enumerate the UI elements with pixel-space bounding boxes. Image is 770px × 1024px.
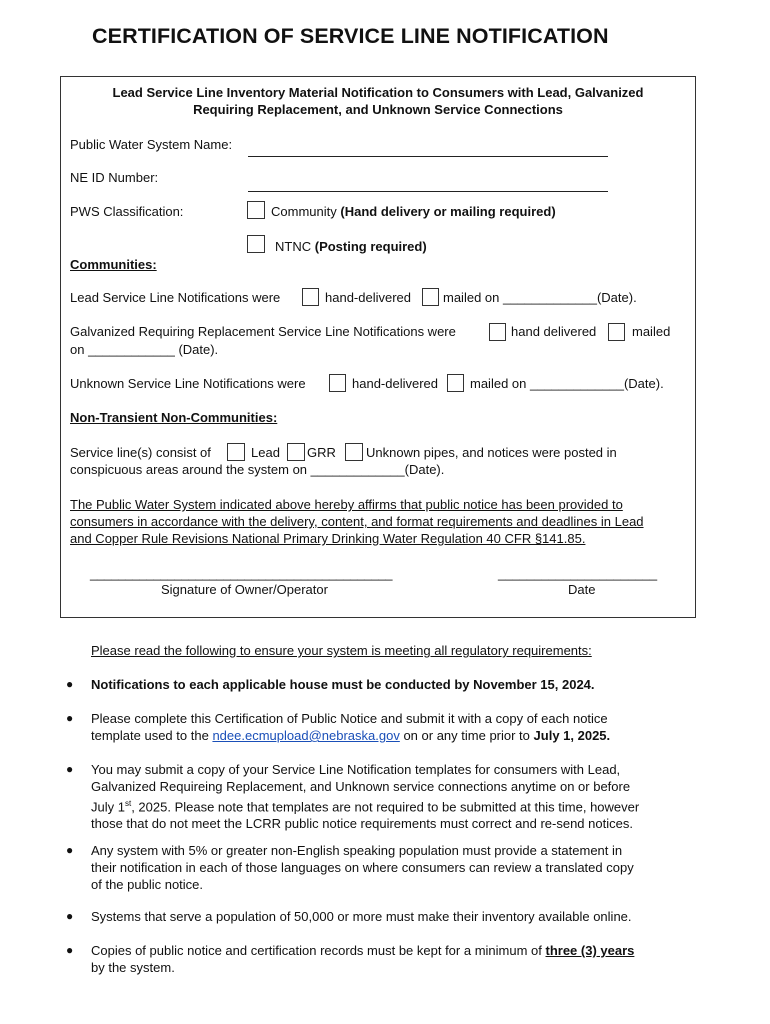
bullet-templates-line3-pre: July 1 (91, 799, 125, 815)
bullet-records (91, 942, 691, 976)
lead-hand-delivered-label: hand-delivered (325, 290, 412, 305)
email-link[interactable]: ndee.ecmupload@nebraska.gov (212, 728, 400, 743)
retention-period: three (3) years (545, 943, 635, 958)
unknown-pipes-checkbox[interactable] (345, 443, 363, 461)
bullet-templates (91, 761, 691, 832)
community-option (271, 204, 556, 220)
bullet-language-line1: Any system with 5% or greater non-English speaking population must provide a statement in (91, 843, 623, 858)
bullet-inventory-online: Systems that serve a population of 50,000 or more must make their inventory available online. (91, 909, 632, 924)
galvanized-hand-delivered-checkbox[interactable] (489, 323, 506, 341)
galvanized-date-line: on ____________ (Date). (70, 342, 219, 357)
bullet-templates-line3-post: , 2025. Please note that templates are not required to be submitted at this time, however (131, 799, 640, 815)
galvanized-hand-delivered-label: hand delivered (511, 324, 597, 339)
submit-deadline-date: July 1, 2025. (533, 728, 611, 743)
date-label: Date (568, 582, 596, 597)
communities-heading: Communities: (70, 257, 157, 272)
bullet-templates-line1: You may submit a copy of your Service Line Notification templates for consumers with Lead, (91, 762, 621, 777)
bullet-submit-line2-mid: on or any time prior to (403, 728, 530, 743)
bullet-dot: ● (66, 843, 74, 857)
grr-pipes-checkbox[interactable] (287, 443, 305, 461)
bullet-language-line2: their notification in each of those languages on where consumers can review a translated copy (91, 860, 634, 875)
date-line[interactable]: ______________________ (498, 566, 658, 581)
bullet-records-line2: by the system. (91, 960, 175, 975)
posting-date-line: conspicuous areas around the system on _____________(Date). (70, 462, 445, 477)
affirmation-line3: and Copper Rule Revisions National Primary Drinking Water Regulation 40 CFR §141.85. (70, 531, 586, 546)
lead-hand-delivered-checkbox[interactable] (302, 288, 319, 306)
ntnc-option (275, 239, 427, 255)
lead-pipes-checkbox[interactable] (227, 443, 245, 461)
lead-mailed-checkbox[interactable] (422, 288, 439, 306)
signature-line[interactable]: ___________________________________________ (90, 566, 393, 581)
page-title: CERTIFICATION OF SERVICE LINE NOTIFICATION (92, 24, 609, 48)
galvanized-mailed-checkbox[interactable] (608, 323, 625, 341)
bullet-records-line1 (91, 942, 691, 959)
bullet-language-line3: of the public notice. (91, 877, 204, 892)
form-heading-line2: Requiring Replacement, and Unknown Service Connections (193, 102, 563, 117)
bullet-templates-line3 (91, 795, 691, 815)
community-note: (Hand delivery or mailing required) (340, 204, 556, 219)
instructions-intro: Please read the following to ensure your system is meeting all regulatory requirements: (91, 643, 592, 658)
form-heading (60, 84, 696, 118)
community-checkbox[interactable] (247, 201, 265, 219)
bullet-records-pre: Copies of public notice and certification records must be kept for a minimum of (91, 943, 542, 958)
form-heading-line1: Lead Service Line Inventory Material Notification to Consumers with Lead, Galvanized (112, 85, 644, 100)
bullet-dot: ● (66, 711, 74, 725)
superscript-st: st (124, 799, 132, 808)
bullet-submit-line1: Please complete this Certification of Public Notice and submit it with a copy of each notice (91, 711, 608, 726)
unknown-mailed-label: mailed on _____________(Date). (470, 376, 664, 391)
unknown-hand-delivered-label: hand-delivered (352, 376, 439, 391)
lead-pipes-label: Lead (251, 445, 280, 460)
unknown-pipes-label: Unknown pipes, and notices were posted in (366, 445, 617, 460)
galvanized-notifications-label: Galvanized Requiring Replacement Service Line Notifications were (70, 324, 456, 339)
lead-mailed-label: mailed on _____________(Date). (443, 290, 637, 305)
bullet-language (91, 842, 691, 893)
service-line-label: Service line(s) consist of (70, 445, 211, 460)
galvanized-mailed-label: mailed (632, 324, 671, 339)
ne-id-field[interactable] (248, 191, 608, 192)
bullet-dot: ● (66, 909, 74, 923)
affirmation-line2: consumers in accordance with the delivery, content, and format requirements and deadlines in Lead (70, 514, 644, 529)
community-label: Community (271, 204, 337, 219)
ntnc-label: NTNC (275, 239, 312, 254)
ntnc-checkbox[interactable] (247, 235, 265, 253)
bullet-submit-line2-pre: template used to the (91, 728, 209, 743)
affirmation-line1: The Public Water System indicated above hereby affirms that public notice has been provided to (70, 497, 623, 512)
lead-notifications-label: Lead Service Line Notifications were (70, 290, 281, 305)
unknown-notifications-label: Unknown Service Line Notifications were (70, 376, 306, 391)
bullet-submit-certification (91, 710, 691, 744)
bullet-templates-line2: Galvanized Requireing Replacement, and Unknown service connections anytime on or before (91, 779, 631, 794)
grr-pipes-label: GRR (307, 445, 336, 460)
bullet-templates-line4: those that do not meet the LCRR public notice requirements must correct and re-send notices. (91, 816, 633, 832)
ntnc-heading: Non-Transient Non-Communities: (70, 410, 278, 425)
ne-id-label: NE ID Number: (70, 170, 159, 185)
ntnc-note: (Posting required) (314, 239, 427, 254)
pws-classification-label: PWS Classification: (70, 204, 184, 219)
signature-label: Signature of Owner/Operator (161, 582, 328, 597)
bullet-deadline: Notifications to each applicable house must be conducted by November 15, 2024. (91, 677, 595, 692)
affirmation-text (70, 496, 690, 547)
bullet-dot: ● (66, 943, 74, 957)
bullet-submit-line2 (91, 727, 691, 744)
pws-name-label: Public Water System Name: (70, 137, 233, 152)
unknown-mailed-checkbox[interactable] (447, 374, 464, 392)
bullet-dot: ● (66, 762, 74, 776)
unknown-hand-delivered-checkbox[interactable] (329, 374, 346, 392)
pws-name-field[interactable] (248, 156, 608, 157)
bullet-dot: ● (66, 677, 74, 691)
